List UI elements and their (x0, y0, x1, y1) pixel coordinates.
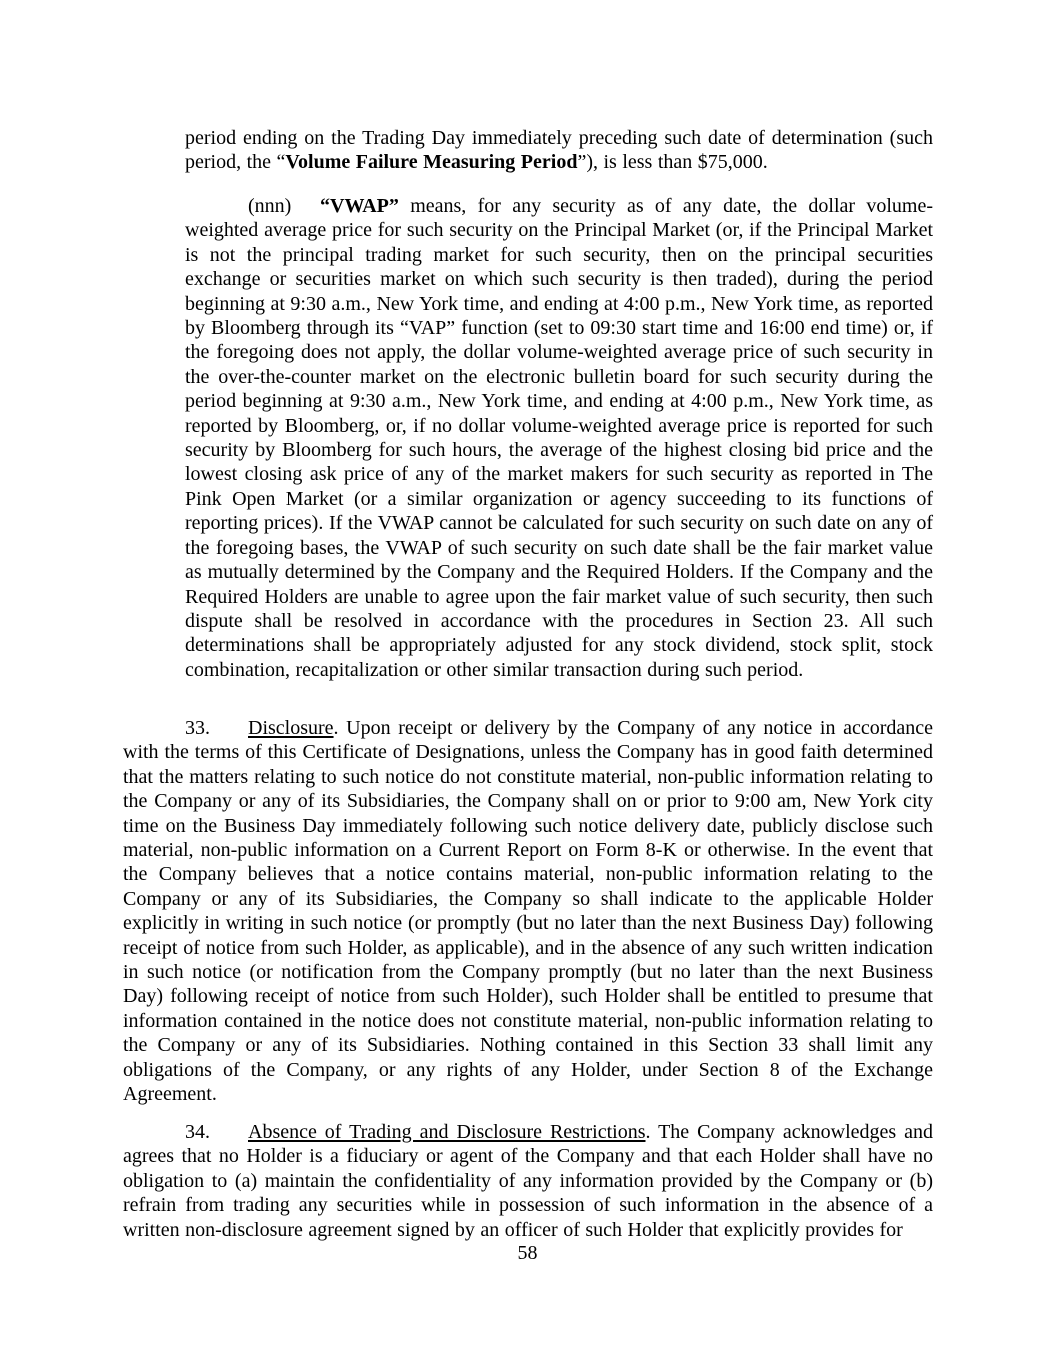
section-number: 34. (185, 1121, 210, 1143)
section-34-absence-of-trading-and-disclosure-restrictions (123, 1120, 933, 1242)
paragraph-volume-failure-continuation (185, 126, 933, 175)
section-number: 33. (185, 717, 210, 739)
paragraph-text (399, 195, 410, 217)
paragraph-text: ”), is less than $75,000. (577, 151, 768, 174)
paragraph-text: period ending on the Trading Day immediately preceding such date of determination (such period, the “ (185, 127, 933, 174)
paragraph-text: . Upon receipt or delivery by the Company of any notice in accordance with the terms of this Certificate of Designations, unless the Company has in good faith determined that the matters relating to such notice do not constitute material, non-public information relating to the Company or any of its Subsidiaries, the Company shall on or prior to 9:00 am, New York city time on the Business Day immediately following such notice delivery date, publicly disclose such material, non-public information on a Current Report on Form 8-K or otherwise. In the event that the Company believes that a notice contains material, non-public information relating to the Company or any of its Subsidiaries, the Company so shall indicate to the applicable Holder explicitly in writing in such notice (or promptly (but no later than the next Business Day) following receipt of notice from such Holder, as applicable), and in the absence of any such written indication in such notice (or notification from the Company promptly (but no later than the next Business Day) following receipt of notice from such Holder), such Holder shall be entitled to presume that information contained in the notice does not constitute material, non-public information relating to the Company or any of its Subsidiaries. Nothing contained in this Section 33 shall limit any obligations of the Company, or any rights of any Holder, under Section 8 of the Exchange Agreement. (123, 717, 933, 1106)
paragraph-text: . The Company acknowledges and agrees that no Holder is a fiduciary or agent of the Company and that each Holder shall have no obligation to (a) maintain the confidentiality of any information provided by the Company or (b) refrain from trading any securities while in possession of such information in the absence of a written non-disclosure agreement signed by an officer of such Holder that explicitly provides for (123, 1121, 933, 1241)
section-33-disclosure (123, 716, 933, 1107)
section-heading-disclosure: Disclosure (248, 717, 334, 739)
paragraph-text: means, for any security as of any date, the dollar volume-weighted average price for such security on the Principal Market (or, if the Principal Market is not the principal trading market for such security, then on the principal securities exchange or securities market on which such security is then traded), during the period beginning at 9:30 a.m., New York time, and ending at 4:00 p.m., New York time, as reported by Bloomberg through its “VAP” function (set to 09:30 start time and 16:00 end time) or, if the foregoing does not apply, the dollar volume-weighted average price of such security in the over-the-counter market on the electronic bulletin board for such security during the period beginning at 9:30 a.m., New York time, and ending at 4:00 p.m., New York time, as reported by Bloomberg, or, if no dollar volume-weighted average price is reported for such security by Bloomberg for such hours, the average of the highest closing bid price and the lowest closing ask price of any of the market makers for such security as reported in The Pink Open Market (or a similar organization or agency succeeding to its functions of reporting prices). If the VWAP cannot be calculated for such security on such date on any of the foregoing bases, the VWAP of such security on such date shall be the fair market value as mutually determined by the Company and the Required Holders. If the Company and the Required Holders are unable to agree upon the fair market value of such security, then such dispute shall be resolved in accordance with the procedures in Section 23. All such determinations shall be appropriately adjusted for any stock dividend, stock split, stock combination, recapitalization or other similar transaction during such period. (185, 195, 933, 681)
page-number: 58 (517, 1242, 538, 1264)
paragraph-nnn-vwap-definition (185, 194, 933, 682)
section-heading-absence-of-trading: Absence of Trading and Disclosure Restrictions (248, 1121, 646, 1143)
defined-term-volume-failure-measuring-period: Volume Failure Measuring Period (285, 151, 578, 174)
defined-term-vwap: “VWAP” (320, 195, 399, 217)
subsection-label: (nnn) (248, 195, 292, 217)
